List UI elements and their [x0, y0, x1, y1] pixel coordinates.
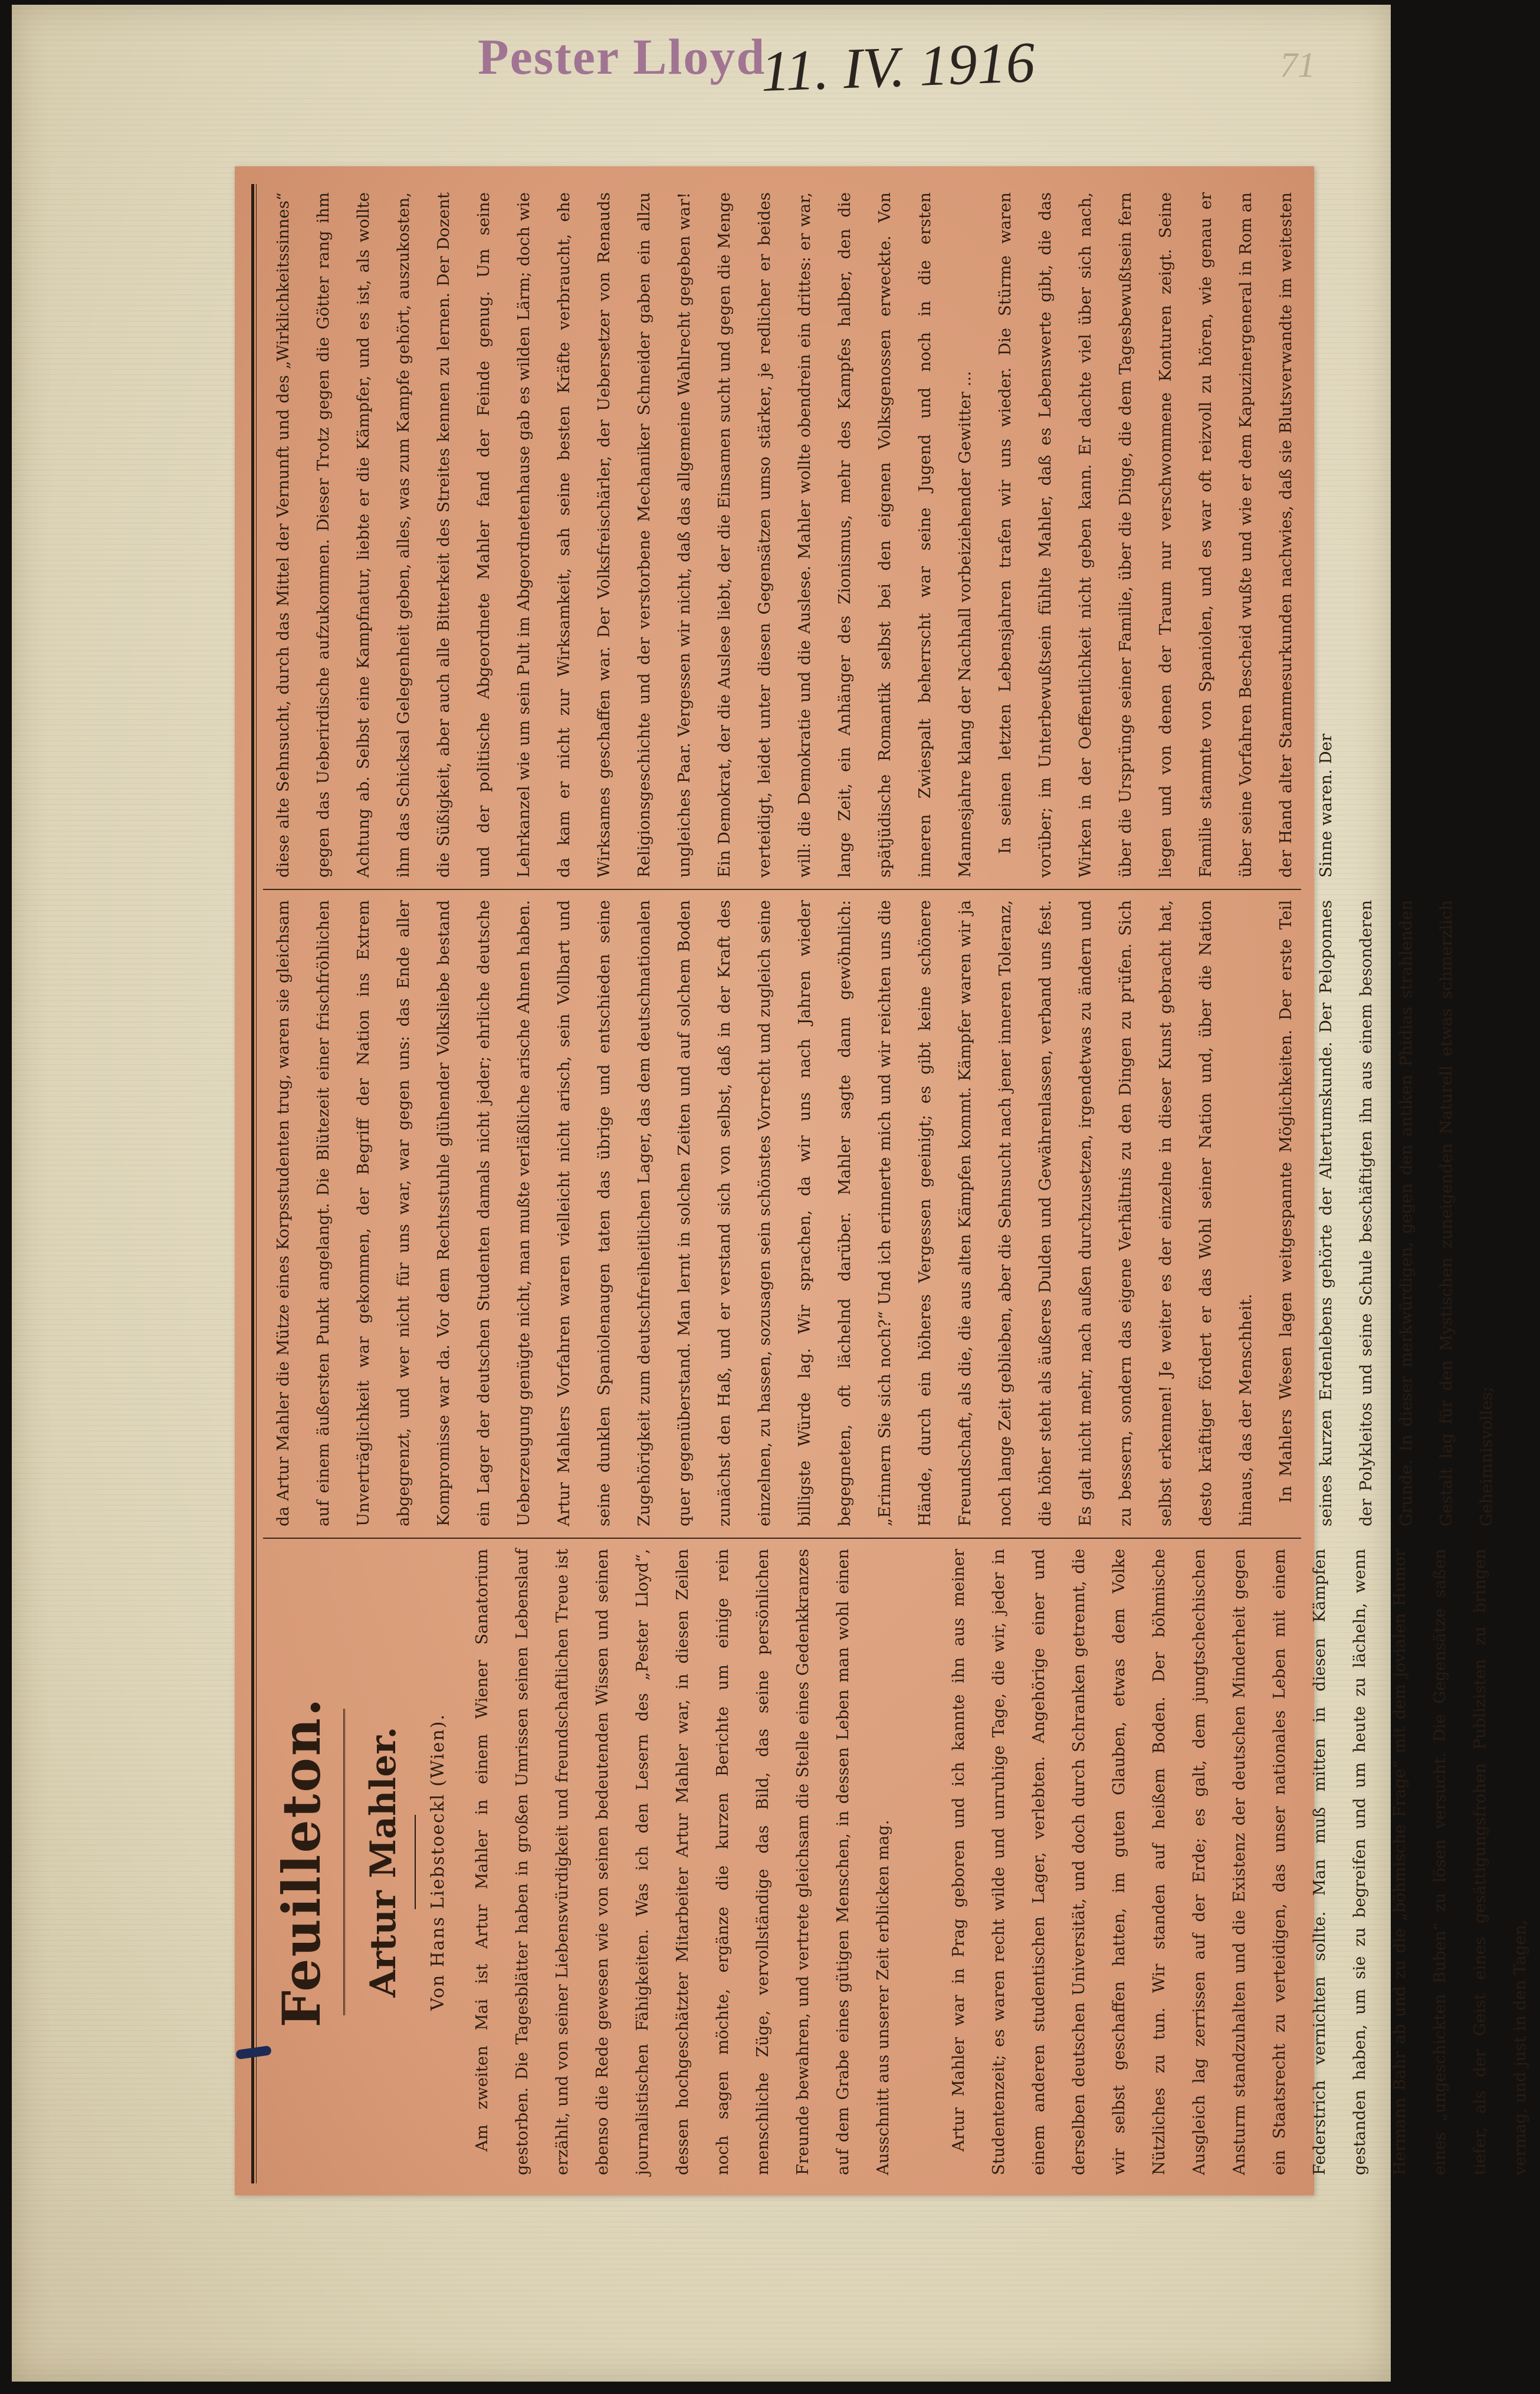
paragraph: da Artur Mahler die Mütze eines Korpsstudenten trug, waren sie gleichsam auf einem äußersten Punkt angelangt. Die Blütezeit einer frischfröhlichen Unverträglichkeit war gekommen, der Begriff der Nation ins Extrem abgegrenzt, und wer nicht für uns war, war gegen uns: das Ende aller Kompromisse war da. Vor dem Rechtsstuhle glühender Volksliebe bestand ein Lager der deutschen Studenten damals nicht jeder; ehrliche deutsche Ueberzeugung genügte nicht, man mußte verläßliche arische Ahnen haben. Artur Mahlers Vorfahren waren vielleicht nicht arisch, sein Vollbart und seine dunklen Spaniolenaugen taten das übrige und entschieden seine Zugehörigkeit zum deutschfreiheitlichen Lager, das dem deutschnationalen quer gegenüberstand. Man lernt in solchen Zeiten und auf solchem Boden zunächst den Haß, und er verstand sich von selbst, daß in der Kraft des einzelnen, zu hassen, sozusagen sein schönstes Vorrecht und zugleich seine billigste Würde lag. Wir sprachen, da wir uns nach Jahren wieder begegneten, oft lächelnd darüber. Mahler sagte dann gewöhnlich: „Erinnern Sie sich noch?“ Und ich erinnerte mich und wir reichten uns die Hände, durch ein höheres Vergessen geeinigt; es gibt keine schönere Freundschaft, als die, die aus alten Kämpfen kommt. Kämpfer waren wir ja noch lange Zeit geblieben, aber die Sehnsucht nach jener inneren Toleranz, die höher steht als äußeres Dulden und Gewährenlassen, verband uns fest. Es galt nicht mehr, nach außen durchzusetzen, irgendetwas zu ändern und zu bessern, sondern das eigene Verhältnis zu den Dingen zu prüfen. Sich selbst erkennen! Je weiter es der einzelne in dieser Kunst gebracht hat, desto kräftiger fördert er das Wohl seiner Nation und, über die Nation hinaus, das der Menschheit.	[274, 900, 1255, 1526]
article-title: Artur Mahler.	[363, 1726, 404, 1998]
headline-rule	[343, 1709, 347, 2015]
paragraph: Am zweiten Mai ist Artur Mahler in einem Wiener Sanatorium gestorben. Die Tagesblätter haben in großen Umrissen seinen Lebenslauf erzählt, und von seiner Liebenswürdigkeit und freundschaftlichen Treue ist ebenso die Rede gewesen wie von seinen bedeutenden Wissen und seinen journalistischen Fähigkeiten. Was ich den Lesern des „Pester Lloyd“, dessen hochgeschätzter Mitarbeiter Artur Mahler war, in diesen Zeilen noch sagen möchte, ergänze die kurzen Berichte um einige rein menschliche Züge, vervollständige das Bild, das seine persönlichen Freunde bewahren, und vertrete gleichsam die Stelle eines Gedenkkranzes auf dem Grabe eines gütigen Menschen, in dessen Leben man wohl einen Ausschnitt aus unserer Zeit erblicken mag.	[472, 1549, 892, 2175]
archive-number: 71	[1280, 45, 1315, 84]
rotated-article	[235, 166, 1529, 2195]
paragraph: In Mahlers Wesen lagen weitgespannte Möglichkeiten. Der erste Teil seines kurzen Erdenlebens gehörte der Altertumskunde. Der Peloponnes der Polykleitos und seine Schule beschäftigten ihn aus einem besonderen Grunde. In dieser merkwürdigen, gegen den antiken Phidias strahlenden Gestalt lag für den Mystischen zuneigenden Naturell etwas schmerzlich Geheimnisvolles;	[1276, 900, 1496, 1526]
feuilleton-headline: Feuilleton.	[271, 1696, 332, 2028]
paragraph: Artur Mahler war in Prag geboren und ich kannte ihn aus meiner Studentenzeit; es waren recht wilde und unruhige Tage, die wir, jeder in einem anderen studentischen Lager, verlebten. Angehörige einer und derselben deutschen Universität, und doch durch Schranken getrennt, die wir selbst geschaffen hatten, im guten Glauben, etwas dem Volke Nützliches zu tun. Wir standen auf heißem Boden. Der böhmische Ausgleich lag zerrissen auf der Erde; es galt, dem jungtschechischen Ansturm standzuhalten und die Existenz der deutschen Minderheit gegen ein Staatsrecht zu verteidigen, das unser nationales Leben mit einem Federstrich vernichten sollte. Man muß mitten in diesen Kämpfen gestanden haben, um sie zu begreifen und um heute zu lächeln, wenn Hermann Bahr ab und zu die „böhmische Frage“ mit dem jovialen Humor eines „ungeschickten Buben“ zu lösen versucht. Die Gegensätze saßen tiefer, als der Geist eines gesättigungsfrohen Publizisten zu bringen vermag, und just in den Tagen,	[949, 1549, 1529, 2175]
section-spacer	[903, 1549, 938, 2175]
newspaper-stamp: Pester Lloyd	[478, 28, 766, 85]
article-byline: Von Hans Liebstoeckl (Wien).	[428, 1713, 448, 2011]
column-divider	[263, 1538, 1301, 1539]
article-column-3	[263, 184, 1335, 886]
paragraph: diese alte Sehnsucht, durch das Mittel der Vernunft und des „Wirklichkeitssinnes“ gegen das Ueberirdische aufzukommen. Dieser Trotz gegen die Götter rang ihm Achtung ab. Selbst eine Kampfnatur, liebte er die Kämpfer, und es ist, als wollte ihm das Schicksal Gelegenheit geben, alles, was zum Kampfe gehört, auszukosten, die Süßigkeit, aber auch alle Bitterkeit des Streites kennen zu lernen. Der Dozent und der politische Abgeordnete Mahler fand der Feinde genug. Um seine Lehrkanzel wie um sein Pult im Abgeordnetenhause gab es wilden Lärm; doch wie da kam er nicht zur Wirksamkeit, sah seine besten Kräfte verbraucht, ehe Wirksames geschaffen war. Der Volksfreischärler, der Uebersetzer von Renauds Religionsgeschichte und der verstorbene Mechaniker Schneider gaben ein allzu ungleiches Paar. Vergessen wir nicht, daß das allgemeine Wahlrecht gegeben war! Ein Demokrat, der die Auslese liebt, der die Einsamen sucht und gegen die Menge verteidigt, leidet unter diesen Gegensätzen umso stärker, je redlicher er beides will: die Demokratie und die Auslese. Mahler wollte obendrein ein drittes: er war, lange Zeit, ein Anhänger des Zionismus, mehr des Kampfes halber, den die spätjüdische Romantik selbst bei den eigenen Volksgenossen erweckte. Von inneren Zwiespalt beherrscht war seine Jugend und noch in die ersten Mannesjahre klang der Nachhall vorbeiziehender Gewitter ...	[274, 192, 974, 878]
newspaper-clipping	[235, 166, 1529, 2195]
column-divider	[263, 889, 1301, 890]
article-column-2	[263, 892, 1496, 1535]
title-rule	[415, 1815, 416, 1909]
article-column-1	[263, 1541, 1529, 2183]
handwritten-date: 11. IV. 1916	[760, 30, 1036, 104]
paragraph: In seinen letzten Lebensjahren trafen wir uns wieder. Die Stürme waren vorüber; im Unterbewußtsein fühlte Mahler, daß es Lebenswerte gibt, die das Wirken in der Oeffentlichkeit nicht geben kann. Er dachte viel über sich nach, über die Ursprünge seiner Familie, über die Dinge, die dem Tagesbewußtsein fern liegen und von denen der Traum nur verschwommene Konturen zeigt. Seine Familie stammte von Spaniolen, und es war oft reizvoll zu hören, wie genau er über seine Vorfahren Bescheid wußte und wie er dem Kapuzinergeneral in Rom an der Hand alter Stammesurkunden nachwies, daß sie Blutsverwandte im weitesten Sinne waren. Der	[996, 192, 1335, 878]
top-rule	[251, 184, 257, 2183]
